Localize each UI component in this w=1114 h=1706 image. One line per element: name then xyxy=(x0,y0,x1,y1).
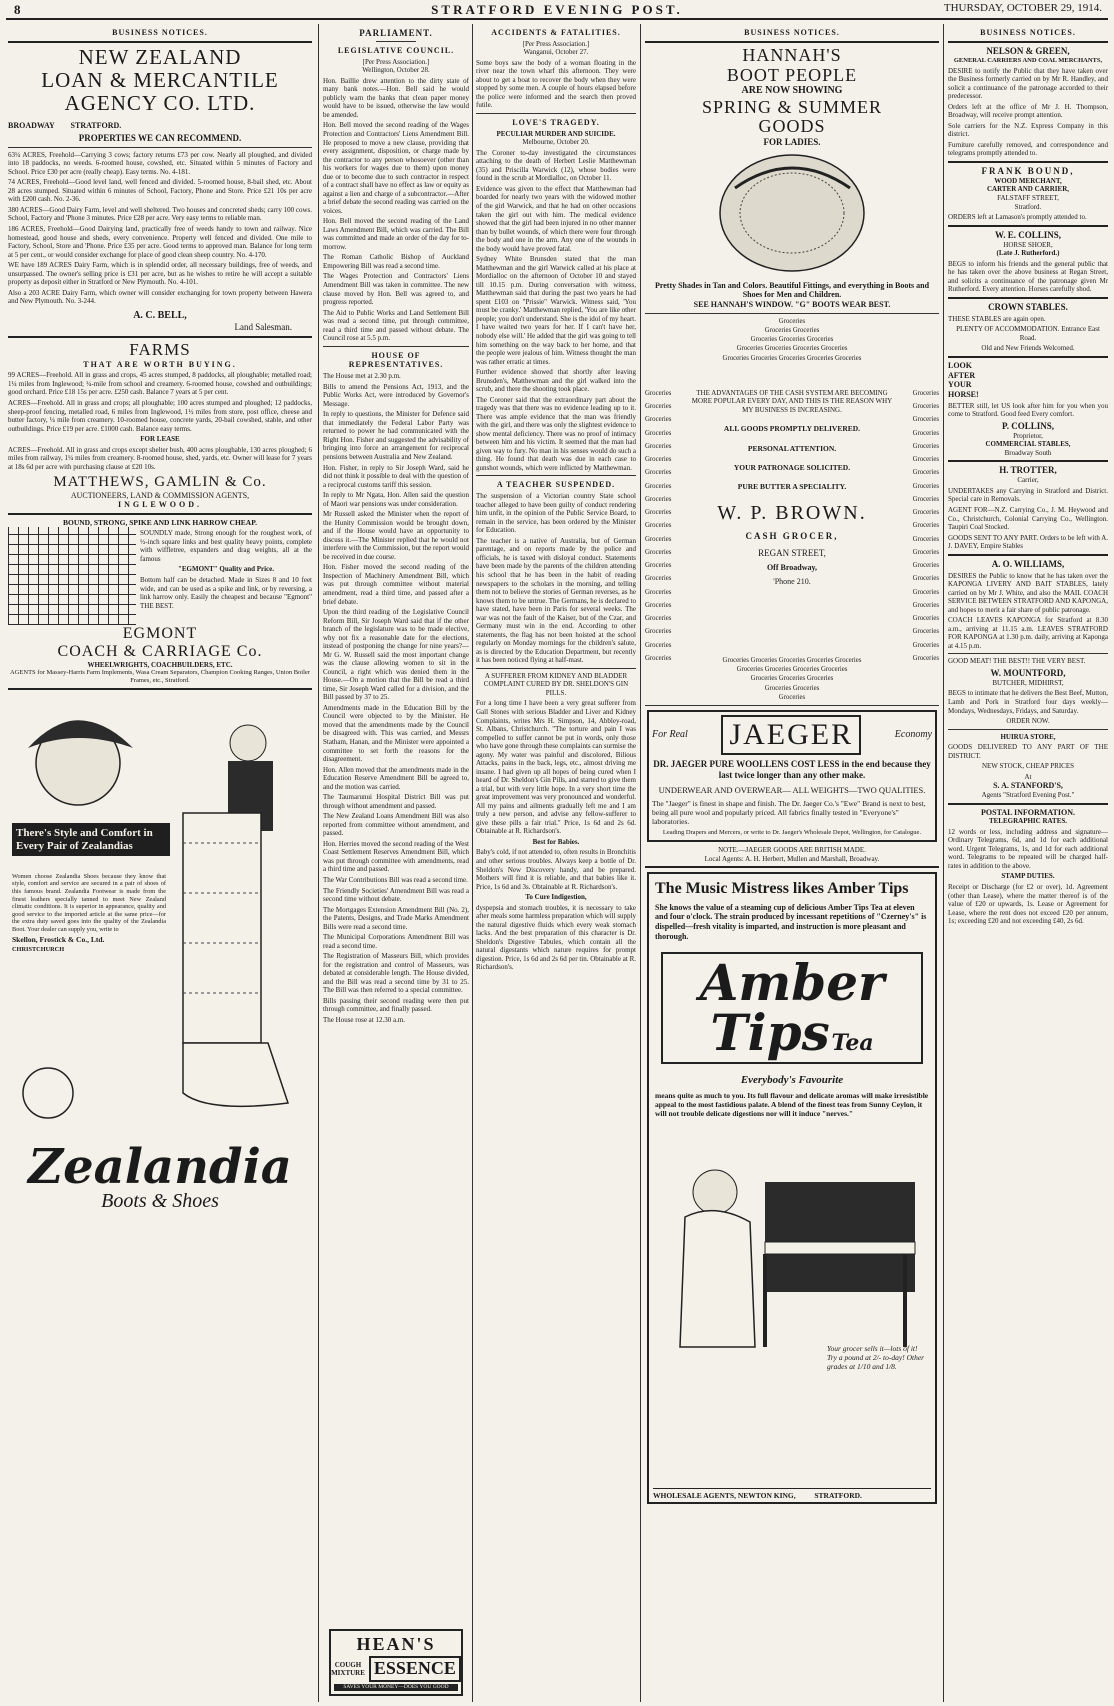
paragraph: GOODS SENT TO ANY PART. Orders to be left with A. J. DAVEY, Empire Stables xyxy=(948,533,1108,551)
paragraph: Old and New Friends Welcomed. xyxy=(981,344,1075,353)
brown-off: Off Broadway, xyxy=(766,563,818,573)
house-head: HOUSE OF REPRESENTATIVES. xyxy=(348,350,444,370)
nz-loan-title-2: LOAN & MERCANTILE xyxy=(41,67,279,92)
hannah-title: HANNAH'S xyxy=(742,44,842,65)
love-dateline: Melbourne, October 20. xyxy=(522,138,590,147)
nelson-name: NELSON & GREEN, xyxy=(986,45,1070,56)
lease-head: FOR LEASE xyxy=(140,435,180,444)
frank-street: FALSTAFF STREET, xyxy=(997,193,1059,202)
jaeger-headline: DR. JAEGER PURE WOOLLENS COST LESS in the end because they last twice longer than any other make. xyxy=(653,759,931,781)
hat-illustration xyxy=(645,148,939,278)
paragraph: The Wages Protection and Contractors' Liens Amendment Bill was taken in committee. The new clause moved by Hon. Bell was agreed to, and progress reported. xyxy=(323,272,469,307)
nz-loan-sub: PROPERTIES WE CAN RECOMMEND. xyxy=(78,132,242,143)
jaeger-left: For Real xyxy=(652,729,688,741)
paragraph: The Roman Catholic Bishop of Auckland Empowering Bill was read a second time. xyxy=(323,253,469,270)
paragraph: Sole carriers for the N.Z. Express Company in this district. xyxy=(948,121,1108,139)
jaeger-note: NOTE.—JAEGER GOODS ARE BRITISH MADE. xyxy=(718,846,866,855)
press-credit: [Per Press Association.] xyxy=(362,57,430,66)
piano-illustration xyxy=(655,1122,925,1352)
groceries-border-left: Groceries Groceries Groceries Groceries Groceries Groceries Groceries Groceries Groceries Groceries Groceries Groceries Groceries Groceries Groceries Groceries Groceries Groceries Groceries Groceries Groceries xyxy=(645,389,672,662)
hannah-goods: GOODS xyxy=(758,116,826,137)
harrow-brand: "EGMONT" Quality and Price. xyxy=(177,565,275,574)
property-listing: 74 ACRES, Freehold—Good level land, well fenced and divided. 5-roomed house, 8-bail shed, etc. About 28 acres stumped. Situated within 6 minutes of School, Factory, Phone and Store. Price £21 10s per acre with £200 cash. No. 2-36. xyxy=(8,178,312,204)
groceries-border-top: Groceries Groceries Groceries Groceries Groceries Groceries Groceries Groceries Groceries Groceries Groceries Groceries Groceries Groceries Groceries xyxy=(722,317,862,362)
mg-town: INGLEWOOD. xyxy=(117,500,202,510)
jaeger-subhead: UNDERWEAR AND OVERWEAR— ALL WEIGHTS—TWO QUALITIES. xyxy=(658,785,926,796)
brown-grocer-ad xyxy=(645,317,939,702)
property-listing: 186 ACRES, Freehold—Good Dairying land, practically free of weeds handy to town and railway. Nice homestead, good house and sheds, every convenience. Property well fenced and divided. One mile to Factory, School, Store and 'Phone. Price £35 per acre. Good terms to approved man. Balance for long term at 5 per cent., or would consider exchange for place of good clean sheep country. No. 4-170. xyxy=(8,225,312,259)
legislative-council-head: LEGISLATIVE COUNCIL. xyxy=(337,45,455,55)
paragraph: The Registration of Masseurs Bill, which provides for the registration and control of Masseurs, was debated at considerable length. The House divided, and the Bill was read a second time by 31 to 25. The Bill was then referred to a special committee. xyxy=(323,952,469,995)
mountford-name: W. MOUNTFORD, xyxy=(990,667,1066,678)
jaeger-brand: JAEGER xyxy=(721,715,861,756)
egmont-agents: AGENTS for Massey-Harris Farm Implements, Wasa Cream Separators, Champion Cooking Ranges, Union Boiler Frames, etc., Stratford. xyxy=(10,669,310,684)
paragraph: Evidence was given to the effect that Matthewman had boarded for nearly two years with the widowed mother of the girl Warwick, and that he had on other occasions taken the girl out with him. The medical evidence showed that the girl had been injured in no other manner than by bullet wounds, of which there were four through the body and one in the arm. Any one of the wounds in the body would have proved fatal. xyxy=(476,184,636,253)
teacher-head: A TEACHER SUSPENDED. xyxy=(496,480,616,490)
amber-tea: Tea xyxy=(831,1029,874,1056)
zealandia-tagline: Boots & Shoes xyxy=(101,1189,219,1212)
groceries-border-right: Groceries Groceries Groceries Groceries Groceries Groceries Groceries Groceries Groceries Groceries Groceries Groceries Groceries Groceries Groceries Groceries Groceries Groceries Groceries Groceries Groceries xyxy=(912,389,939,662)
groceries-border-bottom: Groceries Groceries Groceries Groceries Groceries Groceries Groceries Groceries Groceries Groceries Groceries Groceries Groceries Groceries Groceries xyxy=(722,657,862,701)
paragraph: The Aid to Public Works and Land Settlement Bill was read a second time, put through committee, read a third time and passed without debate. The Council rose at 5.5 p.m. xyxy=(323,308,469,343)
press-credit: [Per Press Association.] xyxy=(522,39,590,48)
paragraph: Amendments made in the Education Bill by the Council were objected to by the Minister. He moved that the amendments made by the Council be disagreed with. This was carried, and Messrs Statham, Hanan, and the Minister were appointed a committee to set forth the reasons for the disagreement. xyxy=(323,703,469,764)
column-2 xyxy=(323,24,469,1702)
paper-title: STRATFORD EVENING POST. xyxy=(431,2,683,17)
paragraph: GOODS DELIVERED TO ANY PART OF THE DISTRICT. xyxy=(948,743,1108,760)
paragraph: dyspepsia and stomach troubles, it is necessary to take after meals some harmless preparation which will supply the natural digestive fluids which every weak stomach lacks. And the best preparation of this character is Dr. Sheldon's Digestive Tabules, which contain all the natural digestants which nature requires for prompt digestion. Price, 1s 6d and 2s 6d per tin. Obtainable at R. Richardson's. xyxy=(476,903,636,972)
paragraph: DESIRES the Public to know that he has taken over the KAPONGA LIVERY AND BAIT STABLES, lately carried on by Mr J. White, and also the MAIL COACH SERVICE BETWEEN STRATFORD AND KAPONGA, and hopes to merit a fair share of public patronage. xyxy=(948,571,1108,614)
agent-name: A. C. BELL, xyxy=(133,309,187,321)
masthead xyxy=(6,0,1108,20)
paragraph: Sydney White Brunsden stated that the man Matthewman and the girl Warwick called at his place at Mordialloc on the afternoon of October 10 and stayed till 10.15 p.m. During conversation with witness, Matthewman said that during the past two years he had spent £103 on "Prissie" Warwick. Witness said, 'You must be cranky.' Matthewman replied, 'You are like other people; you don't understand. She is the idol of my heart. I have waited two years for her. If I can't have her, nobody else will.' He added that the girl was going to tell him something on the way back to her home, and that the people were jealous of him. Witness thought the man was rather erratic at times. xyxy=(476,255,636,366)
farm-listing: ACRES—Freehold. All in grass and crops; all ploughable; 100 acres stumped and ploughed; 12 paddocks, sheep-proof fencing, metalled road, 6 miles from Inglewood, 1½ miles from store, post office, cheese and butter factory, ¼ mile from creamery. 10-roomed house, concrete yards, 20-bail cowshed, stable, and other outbuildings. Price £19 per acre. £1000 cash. Balance easy terms. xyxy=(8,398,312,433)
mg-title: MATTHEWS, GAMLIN & Co. xyxy=(53,474,267,491)
stanford-agents: Agents "Stratford Evening Post." xyxy=(981,790,1075,799)
amber-logo xyxy=(661,952,923,1064)
zealandia-brand: Zealandia xyxy=(28,1138,292,1195)
paragraph: Bills to amend the Pensions Act, 1913, and the Public Works Act, were introduced by Governor's Message. xyxy=(323,382,469,408)
heans-title: HEAN'S xyxy=(356,1634,436,1655)
love-sub: PECULIAR MURDER AND SUICIDE. xyxy=(496,129,616,138)
harrow-text: SOUNDLY made, Strong enough for the roughest work, of ½-inch square links and best quality heavy points, complete with wiffletree, expanders and drag weights, all at the famous xyxy=(140,529,312,563)
paragraph: The Coroner to-day investigated the circumstances attaching to the death of Herbert Leslie Matthewman (35) and Priscilla Warwick (12), whose bodies were found in the scrub at Mordialloc, on October 11. xyxy=(476,148,636,183)
lease-listing: ACRES—Freehold. All in grass and crops except shelter bush, 400 acres ploughable, 130 acres ploughed; 6 miles from railway, 1¼ miles from creamery. 8-roomed house, shed, yards, etc. Owner will lease for 7 years at 18s 6d per acre with purchasing clause at £20 10s. xyxy=(8,445,312,471)
pcollins-name: P. COLLINS, xyxy=(1002,420,1054,431)
indigestion-head: To Cure Indigestion, xyxy=(525,893,587,902)
zealandia-ad xyxy=(8,693,312,1213)
paragraph: BEGS to intimate that he delivers the Best Beef, Mutton, Lamb and Pork in Stratford four days weekly—Mondays, Wednesdays, Fridays, and Saturday. xyxy=(948,689,1108,715)
paragraph: The Municipal Corporations Amendment Bill was read a second time. xyxy=(323,933,469,950)
paragraph: Receipt or Discharge (for £2 or over), 1d. Agreement (other than Lease), where the matter thereof is of the value of £20 or upwards, 1s. Lease or Agreement for Lease, where the rent does not exceed £20 per annum, 1s; exceeding £20 and not exceeding £40, 2s 6d. xyxy=(948,882,1108,926)
dateline: Wanganui, October 27. xyxy=(523,48,589,57)
paragraph: DESIRE to notify the Public that they have taken over the Business formerly carried on by Mr R. Handley, and solicit a continuance of the patronage accorded to their predecessor. xyxy=(948,66,1108,101)
paragraph: The Taumarunui Hospital District Bill was put through without amendment and passed. xyxy=(323,793,469,810)
paragraph: BEGS to inform his friends and the general public that he has taken over the above business at Regan Street, and solicits a continuance of the patronage given Mr Rutherford. Every attention. Horses carefully shod. xyxy=(948,259,1108,294)
frank-sub-2: CARTER AND CARRIER, xyxy=(986,185,1069,194)
column-4 xyxy=(645,24,939,1702)
accidents-head: ACCIDENTS & FATALITIES. xyxy=(491,28,621,37)
paragraph: Hon. Fisher, in reply to Sir Joseph Ward, said he did not think it possible to deal with the question of a reciprocal customs tariff this session. xyxy=(323,463,469,489)
stanford-name: S. A. STANFORD'S, xyxy=(993,781,1063,791)
egmont-title: EGMONT xyxy=(122,625,198,643)
paragraph: The War Contributions Bill was read a second time. xyxy=(323,875,468,884)
section-header: BUSINESS NOTICES. xyxy=(744,28,840,37)
issue-date: THURSDAY, OCTOBER 29, 1914. xyxy=(943,2,1102,14)
amber-text: She knows the value of a steaming cup of delicious Amber Tips Tea at eleven and four o'clock. The strain produced by incessant repetitions of "Czerney's" is dispelled—fresh vitality is imparted, and instruction is more pleasant and thorough. xyxy=(655,902,927,941)
brown-name: W. P. BROWN. xyxy=(717,502,867,525)
column-1 xyxy=(8,24,312,1702)
paragraph: THESE STABLES are again open. xyxy=(948,314,1046,323)
farms-title: FARMS xyxy=(129,339,191,359)
collins-sub: HORSE SHOER, xyxy=(1003,240,1053,249)
farm-listing: 99 ACRES—Freehold. All in grass and crops, 45 acres stumped, 8 paddocks, all ploughable; metalled road; 1¼ miles from Inglewood; ¼-mile from school and creamery. 6-roomed house, cowshed and outbuildings; good orchard. Price £18 15s per acre. £250 cash. Balance 7 years at 5 per cent. xyxy=(8,371,312,397)
pcollins-sub: Proprietor, xyxy=(1013,431,1043,440)
paragraph: Hon. Allen moved that the amendments made in the Education Reserve Amendment Bill be agreed to, and the motion was carried. xyxy=(323,765,469,791)
paragraph: Furniture carefully removed, and correspondence and telegrams promptly attended to. xyxy=(948,140,1108,158)
property-listing: Also a 203 ACRE Dairy Farm, which owner will consider exchanging for town property between Hawera and New Plymouth. No. 3-244. xyxy=(8,288,312,306)
nz-loan-title-3: AGENCY CO. LTD. xyxy=(64,90,256,115)
brown-title: CASH GROCER, xyxy=(745,531,839,542)
postal-head: POSTAL INFORMATION. xyxy=(981,807,1075,817)
pcollins-sub-3: Broadway South xyxy=(1004,448,1052,457)
cash-line: YOUR PATRONAGE SOLICITED. xyxy=(733,462,851,472)
farms-sub: THAT ARE WORTH BUYING. xyxy=(83,359,237,369)
section-header: BUSINESS NOTICES. xyxy=(112,28,208,37)
agent-title: Land Salesman. xyxy=(234,321,292,332)
hannah-ladies: FOR LADIES. xyxy=(763,137,821,148)
amber-text-2: means quite as much to you. Its full flavour and delicate aromas will make irresistible appeal to the most fastidious palate. A blend of the finest teas from Sunny Ceylon, it will not trouble delicate digestions nor will it induce "nerves." xyxy=(655,1090,929,1119)
heans-mixture: COUGH MIXTURE xyxy=(331,1660,365,1678)
nz-loan-address: BROADWAY STRATFORD. xyxy=(8,121,122,131)
paragraph: The Friendly Societies' Amendment Bill was read a second time without debate. xyxy=(323,886,469,904)
paragraph: ORDERS left at Lamason's promptly attended to. xyxy=(948,213,1087,222)
amber-foot: WHOLESALE AGENTS, NEWTON KING, STRATFORD. xyxy=(653,1488,931,1500)
page-number: 8 xyxy=(14,2,21,17)
amber-brand: Amber Tips xyxy=(699,952,885,1062)
brown-phone: 'Phone 210. xyxy=(773,577,811,587)
hannah-desc: Pretty Shades in Tan and Colors. Beautiful Fittings, and everything in Boots and Shoes for Men and Children. xyxy=(654,280,930,300)
paragraph: The Mortgages Extension Amendment Bill (No. 2), the Patents, Designs, and Trade Marks Amendment Bills were read a second time. xyxy=(323,905,469,931)
paragraph: In reply to questions, the Minister for Defence said that immediately the Federal Labor Party was returned to power he had communicated with the Right Hon. Fisher and suggested the advisability of bringing into force an arrangement for reciprocal pensions between Australia and New Zealand. xyxy=(323,410,469,461)
jaeger-small: Leading Drapers and Mercers, or write to Dr. Jaeger's Wholesale Depot, Wellington, for Catalogue. xyxy=(662,829,922,837)
amber-headline: The Music Mistress likes Amber Tips xyxy=(655,880,909,898)
paragraph: For a long time I have been a very great sufferer from Gall Stones with serious Bladder and Liver and Kidney Complaints, writes Mrs H. Simpson, 14, Abbley-road, St. Albans, Christchurch. "The torture and pain I was compelled to suffer cannot be put in words, only those who have gone through these complaints can surmise the agony. My water was painful and discolored, Bilious Attacks, pains in the back, legs, etc., almost driving me insane. I had given up all hopes of being cured when I heard of Dr. Sheldon's Gin Pills, and started to give them a trial, but with very little hope. In a very short time the great improvement was very pronounced and wonderful. All my pains and ailments gradually left me and I am truly a new person, and advise any fellow-sufferer to give these pills a fair trial." Price, 1s 6d and 2s 6d. Obtainable at R. Richardson's. xyxy=(476,699,636,836)
paragraph: Upon the third reading of the Legislative Council Reform Bill, Sir Joseph Ward said that if the other branch of the legislature was to be made elective, why not fix a reasonable date for the elections, instead of postponing the change for nine years?—Mr G. W. Russell said the most important change was the clause allowing women to sit in the Council, a right which was denied them in the House.—On a motion that the Bill be read a third time, Sir Joseph Ward called for a division, and the Bill passed by 37 to 25. xyxy=(323,608,469,702)
section-header: BUSINESS NOTICES. xyxy=(980,28,1076,37)
jaeger-ad xyxy=(647,710,937,842)
paragraph: Hon. Baillie drew attention to the dirty state of many bank notes.—Hon. Bell said he would publicly warn the banks that clean paper money would have to be issued, otherwise the law would be amended. xyxy=(323,76,469,119)
zealandia-body: Women choose Zealandia Shoes because they know that style, comfort and service are secured in a pair of shoes of this famous brand. Zealandia Footwear is made from the finest leathers specially tanned to meet New Zealand climatic conditions. It is superior in appearance, quality and good service to the imported article at the same price—for the extra duty saved goes into the quality of the Zealandia Boot. Your dealer can supply you, write to xyxy=(12,872,166,933)
collins-late: (Late J. Rutherford.) xyxy=(996,249,1060,258)
paragraph: Hon. Bell moved the second reading of the Land Laws Amendment Bill, which was carried. The Bill was committed and made an order of the day for to-morrow. xyxy=(323,217,469,251)
frank-town: Stratford. xyxy=(1014,202,1042,211)
frank-name: FRANK BOUND, xyxy=(981,165,1075,176)
jaeger-right: Economy xyxy=(894,729,932,741)
mountford-order: ORDER NOW. xyxy=(1006,717,1050,726)
frank-sub: WOOD MERCHANT, xyxy=(994,176,1062,185)
paragraph: The suspension of a Victorian country State school teacher alleged to have been guilty of conduct rendering him unfit, in the opinion of the Public Service Board, to remain in the service, has been ordered by the Minister for Education. xyxy=(476,492,636,535)
property-listing: WE have 189 ACRES Dairy Farm, which is in splendid order, all necessary buildings, free of weeds, and unsurpassed. The owner's selling price is £31 per acre, but as he wishes to retire he will accept a suitable property as deposit either in Stratford or New Plymouth. No. 4-101. xyxy=(8,261,312,287)
zealandia-maker: Skellon, Frostick & Co., Ltd. xyxy=(12,935,105,945)
column-5 xyxy=(948,24,1108,1702)
trotter-sub: Carrier, xyxy=(1017,476,1039,485)
paragraph: The House rose at 12.30 a.m. xyxy=(323,1015,406,1024)
paragraph: NEW STOCK, CHEAP PRICES xyxy=(981,762,1075,771)
paragraph: Hon. Fisher moved the second reading of the Inspection of Machinery Amendment Bill, which was put through committee without material amendment, read a third time, and passed after a brief debate. xyxy=(323,563,469,606)
jaeger-agents: Local Agents: A. H. Herbert, Mullen and Marshall, Broadway. xyxy=(704,854,880,863)
huirua-name: HUIRUA STORE, xyxy=(1000,732,1056,741)
paragraph: The teacher is a native of Australia, but of German parentage, and on reports made by the police and officials, he is taxed with disloyal conduct. Statements have been made by the parents of the children attending his school that he has been in the habit of reading newspapers to the scholars in the morning, and telling them not to believe the stories of German reverses, as he knows them to be untrue. The Germans, he is declared to have stated, have been in Paris for several weeks. The war was not the fault of the Kaiser, but of the Czar, and Germany must win in the end. According to other statements, the flag has not been hoisted at the school regularly on Monday mornings for the children's salute, as is directed by the Education Department, but recently it has been noticed flying at half-mast. xyxy=(476,536,636,665)
egmont-title-2: COACH & CARRIAGE Co. xyxy=(57,642,263,660)
paragraph: In reply to Mr Ngata, Hon. Allen said the question of Maori war pensions was under consideration. xyxy=(323,491,469,508)
hannah-foot: SEE HANNAH'S WINDOW. "G" BOOTS WEAR BEST. xyxy=(693,300,891,310)
paragraph: COACH LEAVES KAPONGA for Stratford at 8.30 a.m., arriving at 11.15 a.m. LEAVES STRATFORD FOR KAPONGA at 1.30 p.m. daily, arriving at Kaponga at 4.15 p.m. xyxy=(948,616,1108,650)
paragraph: AGENT FOR—N.Z. Carrying Co., J. M. Heywood and Co., Christchurch, Colonial Carrying Co., Wellington. Taupiri Coal Stocked. xyxy=(948,506,1108,532)
paragraph: 12 words or less, including address and signature—Ordinary Telegrams, 6d, and 1d for each additional word. Urgent Telegrams, 1s, and 1d for each additional word. Telegrams to be repeated will be charged half-rates in addition to the above. xyxy=(948,827,1108,870)
harrow-text-2: Bottom half can be detached. Made in Sizes 8 and 10 feet wide, and can be used as a spike and link, or by reversing, a link harrow only. Easily the cheapest and because "Egmont" THE BEST. xyxy=(140,576,312,610)
mountford-sub: BUTCHER, MIDHIRST, xyxy=(992,678,1064,687)
paragraph: PLENTY OF ACCOMMODATION. Entrance East Road. xyxy=(956,325,1100,342)
huirua-at: At xyxy=(1024,772,1032,781)
dateline: Wellington, October 28. xyxy=(362,66,430,75)
paragraph: Hon. Herries moved the second reading of the West Coast Settlement Reserves Amendment Bill, which was put through committee with amendments, read a third time and passed. xyxy=(323,839,469,874)
column-3 xyxy=(476,24,636,1702)
paragraph: Mr Russell asked the Minister when the report of the Hunity Commission would be brought down, and if the House would have an opportunity to discuss it.—The Minister replied that he would not interfere with the Commission, but the report would be received in due course. xyxy=(323,510,469,561)
paragraph: Baby's cold, if not attended to, often results in Bronchitis and other serious troubles. Always keep a bottle of Dr. Sheldon's New Discovery handy, and be prepared. Mothers will find it is reliable, and that babies like it. Price, 1s 6d and 3s. Obtainable at R. Richardson's. xyxy=(476,848,636,891)
harrow-head: BOUND, STRONG, SPIKE AND LINK HARROW CHEAP. xyxy=(63,518,257,528)
heans-essence: ESSENCE xyxy=(369,1656,461,1682)
egmont-sub: WHEELWRIGHTS, COACHBUILDERS, ETC. xyxy=(87,660,233,669)
cash-line: PERSONAL ATTENTION. xyxy=(747,443,837,453)
nz-loan-title-1: NEW ZEALAND xyxy=(78,44,242,69)
paragraph: Further evidence showed that shortly after leaving Brunsden's, Matthewman and the girl walked into the scrub, and there the shooting took place. xyxy=(476,368,636,394)
paragraph: Some boys saw the body of a woman floating in the river near the town wharf this afternoon. They were about to get a boat to recover the body when they were stopped by some men. A couple of hours elapsed before the police were informed and the search then proved futile. xyxy=(476,58,636,110)
paragraph: The New Zealand Loans Amendment Bill was also reported from committee without amendment, and passed. xyxy=(323,812,469,838)
williams-name: A. O. WILLIAMS, xyxy=(991,558,1065,569)
property-listing: 63¼ ACRES, Freehold—Carrying 3 cows; factory returns £73 per cow. Nearly all ploughed, and divided into 18 paddocks, no weeds. 6-roomed house, cowshed, etc. Situated within 5 minutes of Factory and School. Price £30 per acre (really cheap). Easy terms. No. 4-181. xyxy=(8,150,312,176)
trotter-name: H. TROTTER, xyxy=(999,465,1057,476)
hannah-season: SPRING & SUMMER xyxy=(701,96,883,117)
crown-name: CROWN STABLES. xyxy=(988,301,1068,312)
telegraph-head: TELEGRAPHIC RATES. xyxy=(988,817,1068,826)
cash-line: ALL GOODS PROMPTLY DELIVERED. xyxy=(723,424,861,434)
amber-grocer: Your grocer sells it—lots of it! Try a pound at 2/- to-day! Other grades at 1/10 and 1/8. xyxy=(827,1344,925,1372)
cash-system-text: THE ADVANTAGES OF THE CASH SYSTEM ARE BECOMING MORE POPULAR EVERY DAY, AND THIS IS THE REASON WHY MY BUSINESS IS INCREASING. xyxy=(691,388,893,414)
paragraph: BETTER still, let US look after him for you when you come to Stratford. Good feed Every comfort. xyxy=(948,401,1108,419)
babies-head: Best for Babies. xyxy=(532,837,580,846)
hannah-title-2: BOOT PEOPLE xyxy=(726,64,858,85)
paragraph: Orders left at the office of Mr J. H. Thompson, Broadway, will receive prompt attention. xyxy=(948,102,1108,120)
paragraph: UNDERTAKES any Carrying in Stratford and District. Special care in Removals. xyxy=(948,486,1108,504)
parliament-head: PARLIAMENT. xyxy=(359,28,433,38)
paragraph: The House met at 2.30 p.m. xyxy=(323,372,401,381)
heans-tagline: SAVES YOUR MONEY—DOES YOU GOOD xyxy=(334,1684,458,1691)
pcollins-sub-2: COMMERCIAL STABLES, xyxy=(985,440,1071,449)
zealandia-headline: There's Style and Comfort in Every Pair of Zealandias xyxy=(16,826,153,852)
nelson-sub: GENERAL CARRIERS AND COAL MERCHANTS, xyxy=(953,56,1103,64)
stamp-head: STAMP DUTIES. xyxy=(1001,872,1055,881)
zealandia-city: CHRISTCHURCH xyxy=(12,946,65,954)
heans-ad xyxy=(329,1629,463,1696)
harrow-illustration xyxy=(8,527,136,625)
paragraph: Bills passing their second reading were then put through committee, and finally passed. xyxy=(323,996,469,1014)
amber-fav: Everybody's Favourite xyxy=(740,1073,844,1086)
hannah-showing: ARE NOW SHOWING xyxy=(741,85,843,97)
property-listing: 380 ACRES—Good Dairy Farm, level and well sheltered. Two houses and concreted sheds; carry 100 cows. School, Factory and 'Phone 3 minutes. Price £28 per acre. Very easy terms to reliable man. xyxy=(8,205,312,223)
paragraph: The Coroner said that the extraordinary part about the tragedy was that there was no evidence leading up to it. There was ample evidence that the man was friendly with the girl, and there was only the slightest evidence to show mental deficiency. There was no proof of intimacy between him and his victim. It seemed that the man had given way to fury. No man in his senses would do such a thing. He found that death was due in each case to gunshot wounds, which were inflicted by Matthewman. xyxy=(476,395,636,472)
paragraph: Hon. Bell moved the second reading of the Wages Protection and Contractors' Liens Amendment Bill. He proposed to move a new clause, providing that every assignment, disposition, or charge made by the contractor to any person whosoever (other than his workers for wages due to them) upon money due or to become due to such contractor in respect of a contract shall have no effect as law or equity as against a lien and charge of a subcontractor.—After a brief debate the second reading was carried on the voices. xyxy=(323,121,469,215)
amber-tips-ad xyxy=(647,872,937,1504)
mg-sub: AUCTIONEERS, LAND & COMMISSION AGENTS, xyxy=(70,490,250,500)
brown-street: REGAN STREET, xyxy=(758,548,826,559)
paragraph: GOOD MEAT! THE BEST!! THE VERY BEST. xyxy=(948,657,1086,666)
jaeger-body: The "Jaeger" is finest in shape and finish. The Dr. Jaeger Co.'s "Ewe" Brand is next to best, being all pure wool and popularly priced. All fabrics finally tested in "Everyone's" laboratories. xyxy=(652,798,926,827)
sufferer-head: A SUFFERER FROM KIDNEY AND BLADDER COMPLAINT CURED BY DR. SHELDON'S GIN PILLS. xyxy=(483,671,629,697)
look-head: LOOK AFTER YOUR HORSE! xyxy=(948,360,979,400)
cash-line: PURE BUTTER A SPECIALITY. xyxy=(737,481,847,491)
collins-name: W. E. COLLINS, xyxy=(995,229,1061,240)
love-head: LOVE'S TRAGEDY. xyxy=(512,118,600,127)
